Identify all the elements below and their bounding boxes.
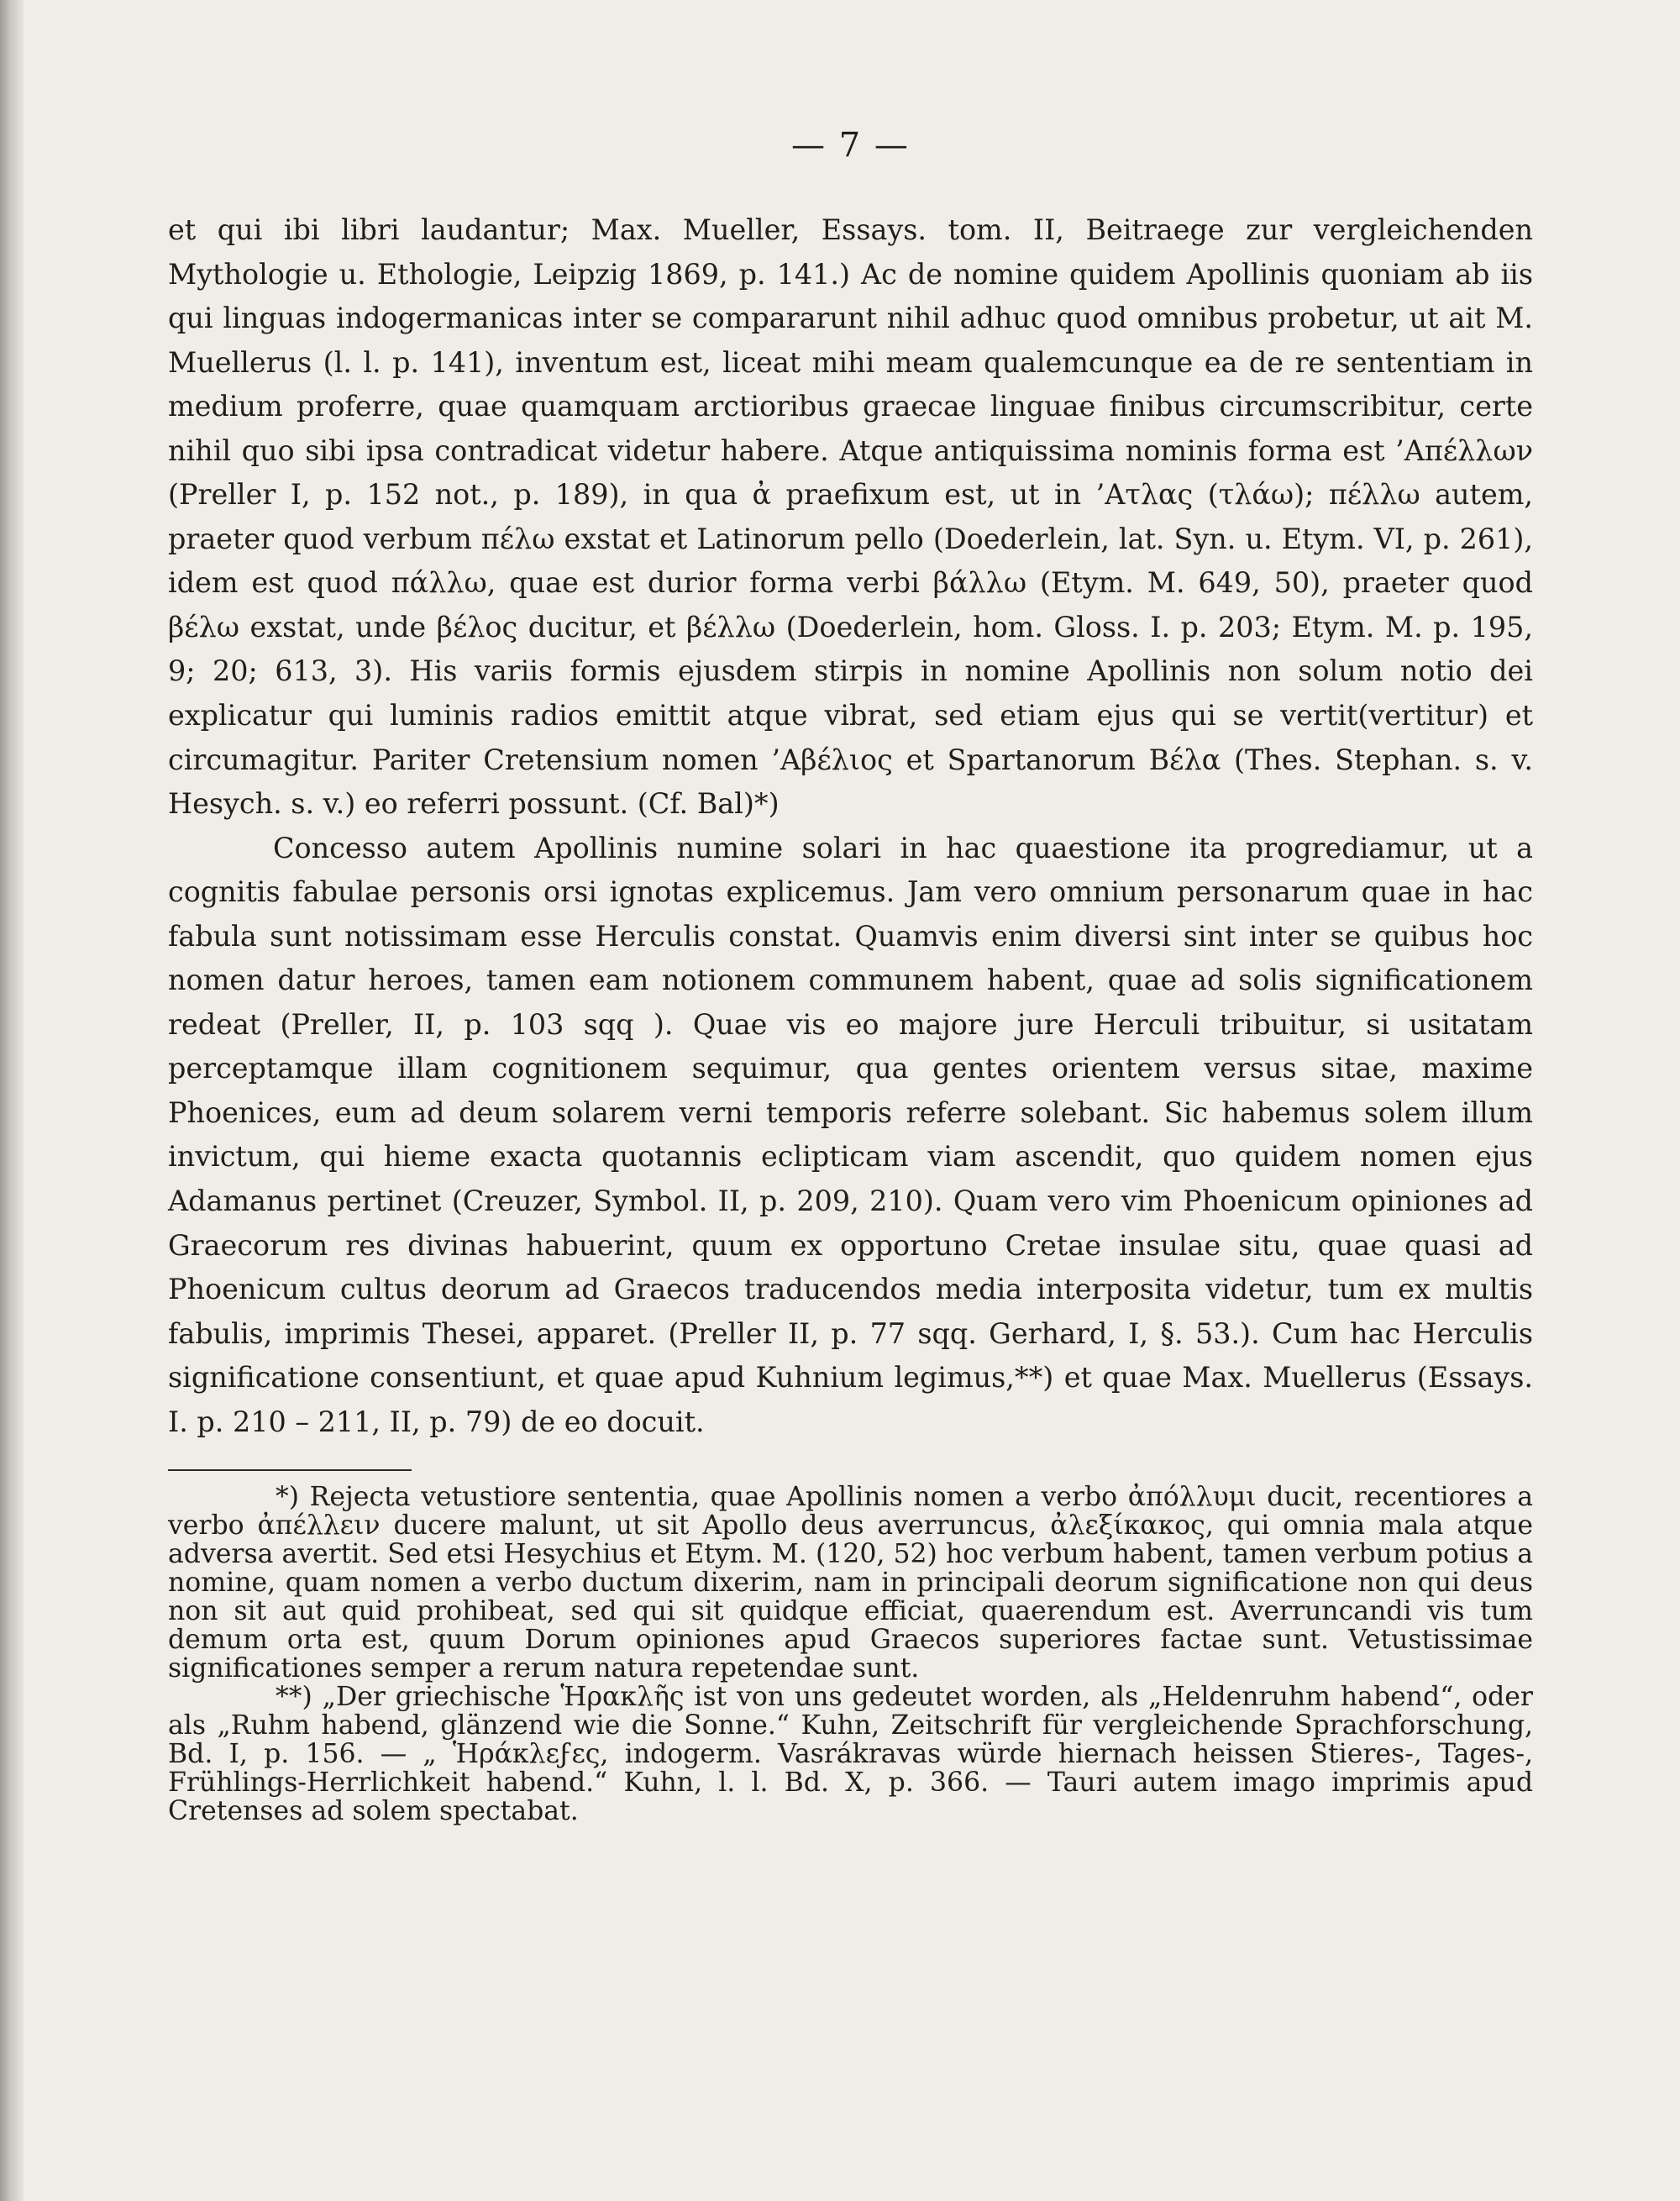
footnote-rule [168, 1469, 412, 1471]
main-text [168, 208, 1533, 1444]
page [168, 126, 1533, 1825]
paragraph-1: et qui ibi libri laudantur; Max. Mueller, Essays. tom. II, Beitraege zur vergleichenden Mythologie u. Ethologie, Leipzig 1869, p. 141.) Ac de nomine quidem Apollinis quoniam ab iis qui linguas indogermanicas inter se compararunt nihil adhuc quod omnibus probetur, ut ait M. Muellerus (l. l. p. 141), inventum est, liceat mihi meam qualemcunque ea de re sententiam in medium proferre, quae quamquam arctioribus graecae linguae finibus circumscribitur, certe nihil quo sibi ipsa contradicat videtur habere. Atque antiquissima nominis forma est ’Απέλλων (Preller I, p. 152 not., p. 189), in qua ἀ praefixum est, ut in ’Ατλας (τλάω); πέλλω autem, praeter quod verbum πέλω exstat et Latinorum pello (Doederlein, lat. Syn. u. Etym. VI, p. 261), idem est quod πάλλω, quae est durior forma verbi βάλλω (Etym. M. 649, 50), praeter quod βέλω exstat, unde βέλος ducitur, et βέλλω (Doederlein, hom. Gloss. I. p. 203; Etym. M. p. 195, 9; 20; 613, 3). His variis formis ejusdem stirpis in nomine Apollinis non solum notio dei explicatur qui luminis radios emittit atque vibrat, sed etiam ejus qui se vertit(vertitur) et circumagitur. Pariter Cretensium nomen ’Αβέλιος et Spartanorum Βέλα (Thes. Stephan. s. v. Hesych. s. v.) eo referri possunt. (Cf. Bal)*) [168, 213, 1533, 821]
binding-shadow [0, 0, 24, 2201]
footnote-2: **) „Der griechische Ἡρακλῆς ist von uns gedeutet worden, als „Heldenruhm habend“, oder als „Ruhm habend, glänzend wie die Sonne.“ Kuhn, Zeitschrift für vergleichende Sprachforschung, Bd. I, p. 156. — „ Ἡράκλεϝες, indogerm. Vasrákravas würde hiernach heissen Stieres-, Tages-, Frühlings-Herrlichkeit habend.“ Kuhn, l. l. Bd. X, p. 366. — Tauri autem imago imprimis apud Cretenses ad solem spectabat. [168, 1682, 1533, 1827]
page-number: — 7 — [791, 126, 910, 165]
footnote-1: *) Rejecta vetustiore sententia, quae Apollinis nomen a verbo ἀπόλλυμι ducit, recentiores a verbo ἀπέλλειν ducere malunt, ut sit Apollo deus averruncus, ἀλεξίκακος, qui omnia mala atque adversa avertit. Sed etsi Hesychius et Etym. M. (120, 52) hoc verbum habent, tamen verbum potius a nomine, quam nomen a verbo ductum dixerim, nam in principali deorum significatione non qui deus non sit aut quid prohibeat, sed qui sit quidque efficiat, quaerendum est. Averruncandi vis tum demum orta est, quum Dorum opiniones apud Graecos superiores factae sunt. Vetustissimae significationes semper a rerum natura repetendae sunt. [168, 1482, 1533, 1684]
footnotes [168, 1483, 1533, 1825]
paragraph-2: Concesso autem Apollinis numine solari in hac quaestione ita progrediamur, ut a cognitis fabulae personis orsi ignotas explicemus. Jam vero omnium personarum quae in hac fabula sunt notissimam esse Herculis constat. Quamvis enim diversi sint inter se quibus hoc nomen datur heroes, tamen eam notionem communem habent, quae ad solis significationem redeat (Preller, II, p. 103 sqq ). Quae vis eo majore jure Herculi tribuitur, si usitatam perceptamque illam cognitionem sequimur, qua gentes orientem versus sitae, maxime Phoenices, eum ad deum solarem verni temporis referre solebant. Sic habemus solem illum invictum, qui hieme exacta quotannis eclipticam viam ascendit, quo quidem nomen ejus Adamanus pertinet (Creuzer, Symbol. II, p. 209, 210). Quam vero vim Phoenicum opiniones ad Graecorum res divinas habuerint, quum ex opportuno Cretae insulae situ, quae quasi ad Phoenicum cultus deorum ad Graecos traducendos media interposita videtur, tum ex multis fabulis, imprimis Thesei, apparet. (Preller II, p. 77 sqq. Gerhard, I, §. 53.). Cum hac Herculis significatione consentiunt, et quae apud Kuhnium legimus,**) et quae Max. Muellerus (Essays. I. p. 210 – 211, II, p. 79) de eo docuit. [168, 831, 1533, 1438]
